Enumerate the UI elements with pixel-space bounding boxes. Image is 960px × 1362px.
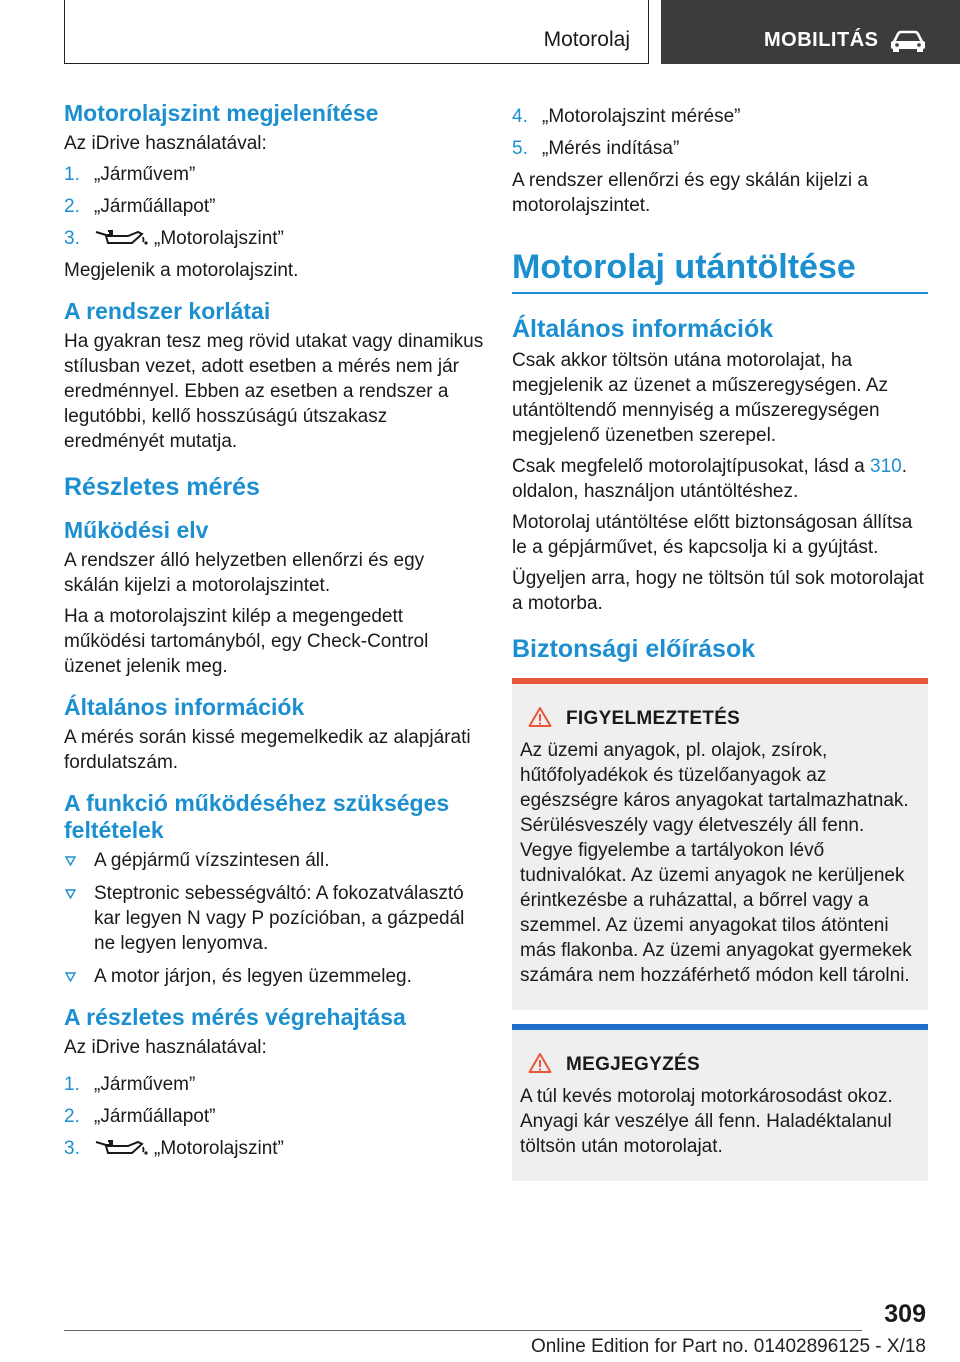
principle-text-2: Ha a motorolajszint kilép a megengedett működési tartományból, egy Check-Control üzenet jelenik meg. — [64, 606, 429, 677]
heading-perform-measurement: A részletes mérés végrehajtása — [64, 1004, 406, 1030]
oil-can-icon — [94, 228, 148, 246]
idrive-intro-1: Az iDrive használatával: — [64, 133, 267, 154]
list-item: 5. „Mérés indítása” — [512, 138, 680, 159]
limits-text: Ha gyakran tesz meg rövid utakat vagy dinamikus stílusban vezet, adott esetben a mérés nem jár eredménnyel. Ebben az esetben a rendszer a legutóbbi, kellő hosszúságú útszakasz eredményét mutatja. — [64, 331, 484, 452]
measurement-result: A rendszer ellenőrzi és egy skálán kijelzi a motorolajszintet. — [512, 170, 868, 216]
general-text-left: A mérés során kissé megemelkedik az alapjárati fordulatszám. — [64, 727, 471, 773]
list-item: 3. „Motorolajszint” — [64, 1138, 284, 1159]
warning-title: FIGYELMEZTETÉS — [566, 708, 741, 729]
list-item: 1. „Járművem” — [64, 164, 196, 185]
list-item: A motor járjon, és legyen üzemmeleg. — [64, 964, 484, 989]
note-box — [512, 1024, 928, 1181]
footer-divider — [64, 1330, 862, 1331]
warning-text: Az üzemi anyagok, pl. olajok, zsírok, hűtőfolyadékok és tüzelőanyagok az egészségre káros anyagokat tartalmazhatnak. Sérülésveszély vagy életveszély áll fenn. Vegye figyelembe a tartályokon lévő tudnivalókat. Az üzemi anyagok ne kerüljenek érintkezésbe a ruházattal, a bőrrel vagy a szemmel. Az üzemi anyagokat tilos átönteni más flakonba. Az üzemi anyagokat gyermekek számára nem hozzáférhető módon kell tárolni. — [520, 740, 912, 986]
list-item: 1. „Járművem” — [64, 1074, 196, 1095]
conditions-list — [64, 848, 484, 989]
heading-safety: Biztonsági előírások — [512, 635, 756, 663]
note-text: A túl kevés motorolaj motorkárosodást okoz. Anyagi kár veszélye áll fenn. Haladéktalanul töltsön után motorolajat. — [520, 1086, 893, 1157]
note-header — [528, 1052, 920, 1080]
heading-general-info-left: Általános információk — [64, 694, 305, 720]
header-section-box — [64, 0, 649, 64]
warning-box — [512, 678, 928, 1010]
list-item: 4. „Motorolajszint mérése” — [512, 106, 741, 127]
triangle-bullet-icon — [65, 889, 76, 899]
heading-detailed-measurement: Részletes mérés — [64, 473, 260, 501]
caution-triangle-icon — [528, 1052, 552, 1074]
right-column — [512, 104, 928, 1181]
list-item: Steptronic sebességváltó: A fokozatválasztó kar legyen N vagy P pozícióban, a gázpedál ne legyen lenyomva. — [64, 881, 484, 956]
oil-can-icon — [94, 1138, 148, 1156]
list-item: 2. „Járműállapot” — [64, 196, 216, 217]
heading-conditions: A funkció működéséhez szükséges feltételek — [64, 790, 450, 843]
refill-text-4: Ügyeljen arra, hogy ne töltsön túl sok motorolajat a motorba. — [512, 568, 924, 614]
display-result: Megjelenik a motorolajszint. — [64, 260, 299, 281]
footer-edition: Online Edition for Part no. 01402896125 - X/18 — [530, 1336, 926, 1357]
warning-triangle-icon — [528, 706, 552, 728]
steps-continued — [512, 104, 928, 161]
header-chapter-label: MOBILITÁS — [764, 29, 879, 51]
idrive-intro-2: Az iDrive használatával: — [64, 1037, 267, 1058]
list-item: 2. „Járműállapot” — [64, 1106, 216, 1127]
steps-display — [64, 162, 484, 251]
heading-system-limits: A rendszer korlátai — [64, 298, 271, 324]
heading-principle: Működési elv — [64, 517, 209, 543]
refill-text-1: Csak akkor töltsön utána motorolajat, ha megjelenik az üzenet a műszeregységen. Az utántöltendő mennyiség a műszeregységen megjelenő üzenetben szerepel. — [512, 350, 888, 446]
page-link-310[interactable]: 310 — [870, 456, 902, 477]
heading-general-info-right: Általános információk — [512, 315, 774, 343]
list-item: A gépjármű vízszintesen áll. — [64, 848, 484, 873]
header-chapter-tab[interactable] — [661, 0, 960, 64]
steps-measurement — [64, 1072, 484, 1161]
heading-oil-level-display: Motorolajszint megjelenítése — [64, 100, 379, 126]
refill-text-2: Csak megfelelő motorolajtípusokat, lásd a 310. oldalon, használjon utántöltéshez. — [512, 456, 907, 502]
principle-text-1: A rendszer álló helyzetben ellenőrzi és egy skálán kijelzi a motorolajszintet. — [64, 550, 425, 596]
triangle-bullet-icon — [65, 856, 76, 866]
header-section-title: Motorolaj — [543, 28, 630, 51]
chapter-heading-oil-refill: Motorolaj utántöltése — [512, 246, 928, 294]
refill-text-3: Motorolaj utántöltése előtt biztonságosan állítsa le a gépjárművet, és kapcsolja ki a gyújtást. — [512, 512, 913, 558]
note-title: MEGJEGYZÉS — [566, 1054, 700, 1075]
left-column — [64, 100, 484, 1168]
list-item: 3. „Motorolajszint” — [64, 228, 284, 249]
warning-header — [528, 706, 920, 734]
car-icon — [890, 29, 926, 53]
triangle-bullet-icon — [65, 972, 76, 982]
page-number: 309 — [884, 1300, 926, 1328]
